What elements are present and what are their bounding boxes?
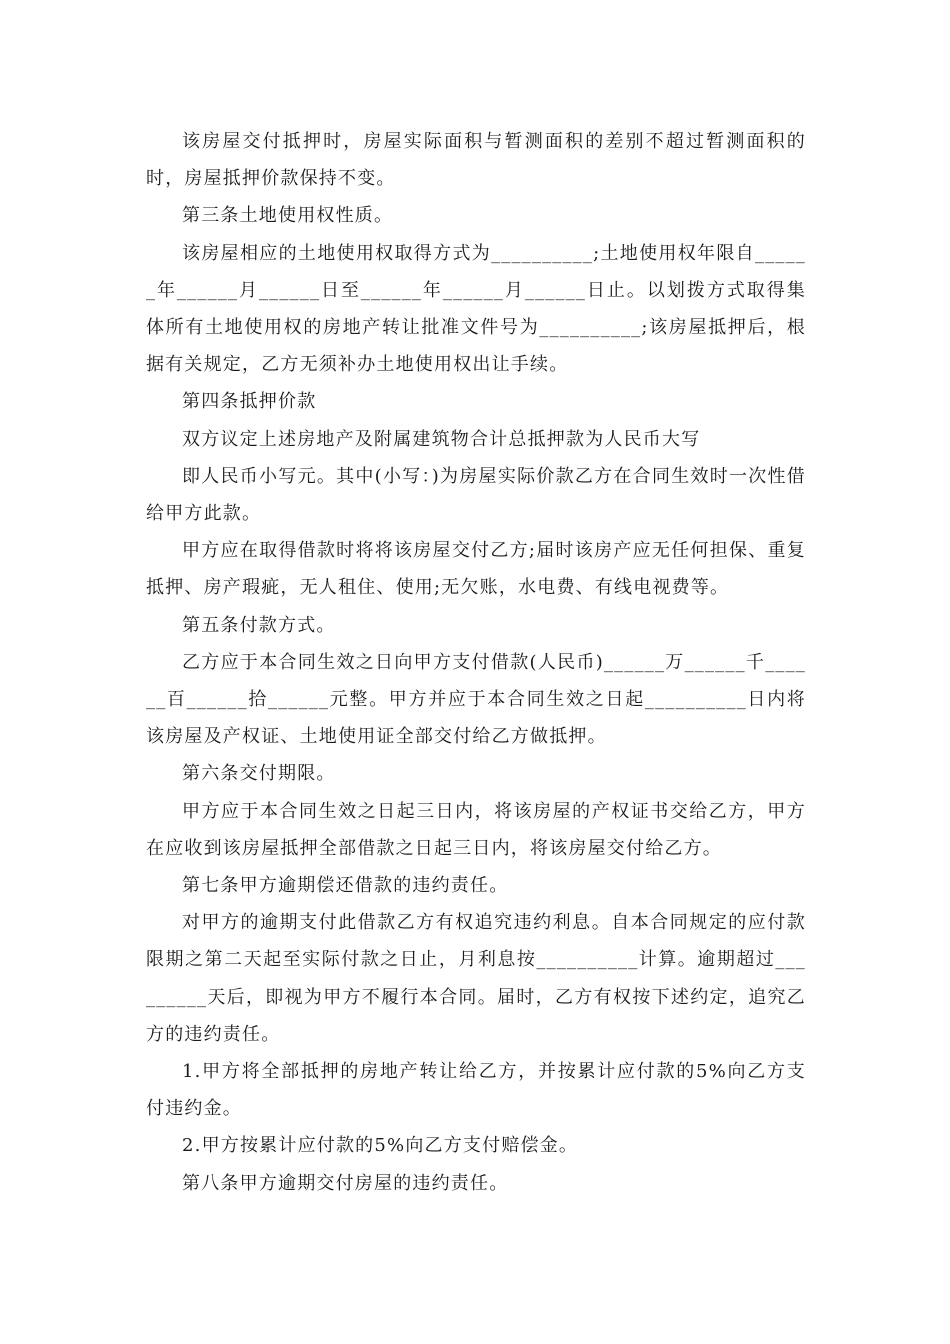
paragraph-total-mortgage: 双方议定上述房地产及附属建筑物合计总抵押款为人民币大写 [182, 428, 701, 450]
heading-article-3: 第三条土地使用权性质。 [182, 205, 394, 227]
heading-article-6: 第六条交付期限。 [182, 763, 336, 785]
heading-article-7: 第七条甲方逾期偿还借款的违约责任。 [182, 875, 509, 897]
list-item-1: 1.甲方将全部抵押的房地产转让给乙方，并按累计应付款的5%向乙方支付违约金。 [146, 1061, 806, 1120]
paragraph-delivery-conditions: 甲方应在取得借款时将将该房屋交付乙方;届时该房产应无任何担保、重复抵押、房产瑕疵，无人租住、使用;无欠账，水电费、有线电视费等。 [146, 540, 806, 599]
paragraph-amount-lowercase: 即人民币小写元。其中(小写：)为房屋实际价款乙方在合同生效时一次性借给甲方此款。 [146, 465, 806, 525]
heading-article-4: 第四条抵押价款 [182, 391, 317, 413]
heading-article-8: 第八条甲方逾期交付房屋的违约责任。 [182, 1172, 509, 1194]
heading-article-5: 第五条付款方式。 [182, 614, 336, 636]
paragraph-delivery-deadline: 甲方应于本合同生效之日起三日内，将该房屋的产权证书交给乙方，甲方在应收到该房屋抵押全部借款之日起三日内，将该房屋交付给乙方。 [146, 800, 806, 859]
paragraph-overdue-interest: 对甲方的逾期支付此借款乙方有权追究违约利息。自本合同规定的应付款限期之第二天起至实际付款之日止，月利息按__________计算。逾期超过_________天后，即视为甲方不履行本合同。届时，乙方有权按下述约定，追究乙方的违约责任。 [146, 912, 806, 1045]
list-item-2: 2.甲方按累计应付款的5%向乙方支付赔偿金。 [182, 1135, 579, 1157]
paragraph-land-use-rights: 该房屋相应的土地使用权取得方式为__________;土地使用权年限自______年______月______日至______年______月______日止。以划拨方式取得集体所有土地使用权的房地产转让批准文件号为__________;该房屋抵押后，根据有关规定，乙方无须补办土地使用权出让手续。 [146, 242, 806, 376]
paragraph-payment-method: 乙方应于本合同生效之日向甲方支付借款(人民币)______万______千______百______拾______元整。甲方并应于本合同生效之日起__________日内将该房屋及产权证、土地使用证全部交付给乙方做抵押。 [146, 651, 806, 748]
paragraph-area-clause: 该房屋交付抵押时，房屋实际面积与暂测面积的差别不超过暂测面积的时，房屋抵押价款保持不变。 [146, 131, 806, 190]
